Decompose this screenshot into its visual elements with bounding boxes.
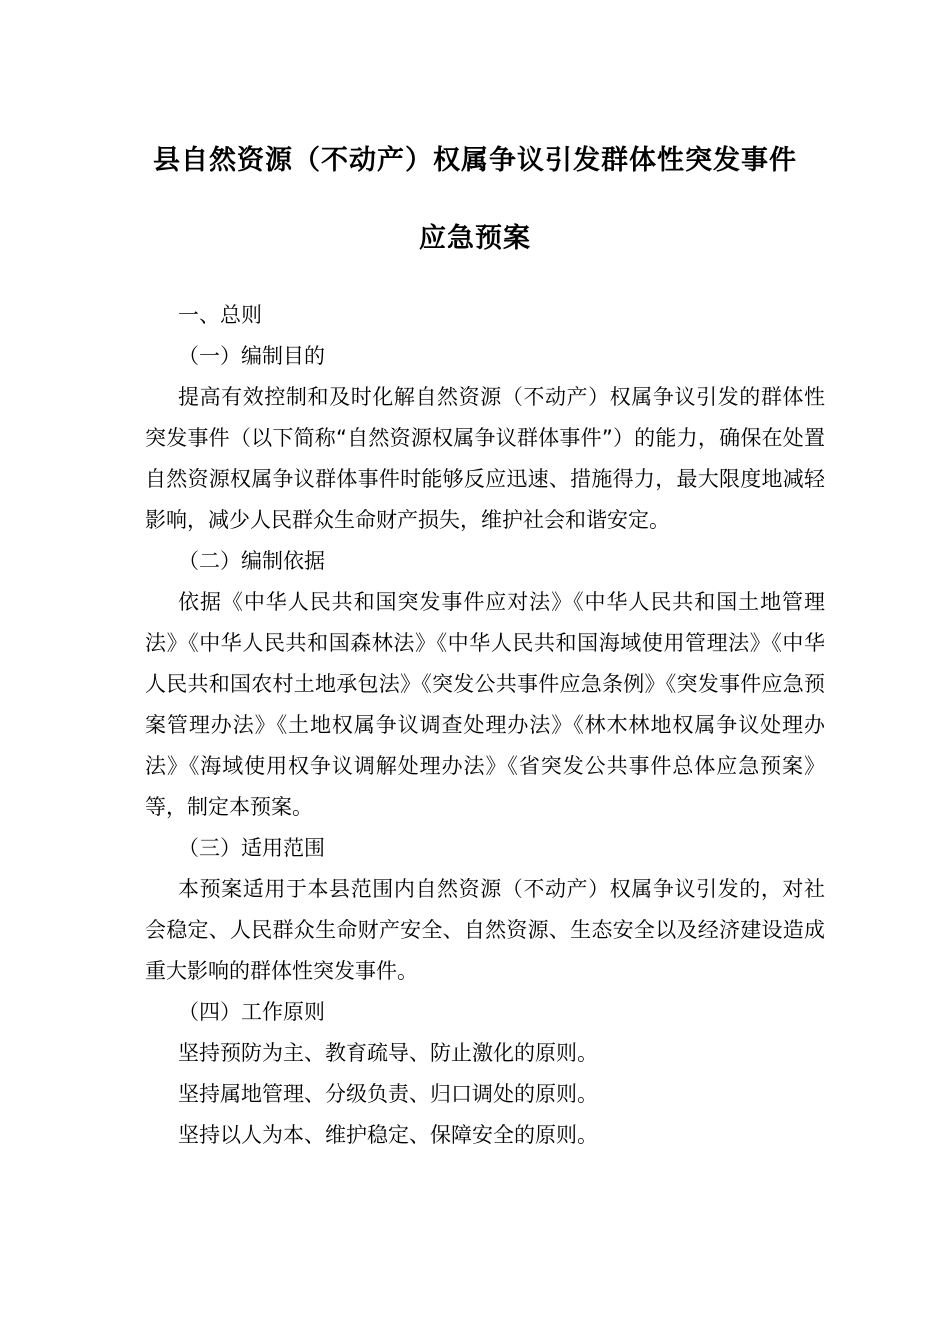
paragraph-purpose: 提高有效控制和及时化解自然资源（不动产）权属争议引发的群体性突发事件（以下简称“自然资源权属争议群体事件”）的能力，确保在处置自然资源权属争议群体事件时能够反应迅速、措施得力，最大限度地减轻影响，减少人民群众生命财产损失，维护社会和谐安定。 [145, 385, 825, 532]
document-title-line-1: 县自然资源（不动产）权属争议引发群体性突发事件 [153, 145, 797, 176]
paragraph-scope: 本预案适用于本县范围内自然资源（不动产）权属争议引发的，对社会稳定、人民群众生命财产安全、自然资源、生态安全以及经济建设造成重大影响的群体性突发事件。 [145, 877, 825, 983]
subsection-heading-scope: （三）适用范围 [178, 836, 325, 860]
subsection-heading-principles: （四）工作原则 [178, 1000, 325, 1024]
subsection-heading-basis: （二）编制依据 [178, 549, 325, 573]
principle-item: 坚持属地管理、分级负责、归口调处的原则。 [178, 1082, 598, 1106]
principle-item: 坚持以人为本、维护稳定、保障安全的原则。 [178, 1123, 598, 1147]
section-heading-general: 一、总则 [178, 303, 262, 327]
subsection-heading-purpose: （一）编制目的 [178, 344, 325, 368]
document-title-line-2: 应急预案 [419, 223, 531, 254]
principle-item: 坚持预防为主、教育疏导、防止激化的原则。 [178, 1041, 598, 1065]
paragraph-basis: 依据《中华人民共和国突发事件应对法》《中华人民共和国土地管理法》《中华人民共和国森林法》《中华人民共和国海域使用管理法》《中华人民共和国农村土地承包法》《突发公共事件应急条例》《突发事件应急预案管理办法》《土地权属争议调查处理办法》《林木林地权属争议处理办法》《海域使用权争议调解处理办法》《省突发公共事件总体应急预案》等，制定本预案。 [145, 590, 825, 819]
document-body [145, 295, 825, 1156]
